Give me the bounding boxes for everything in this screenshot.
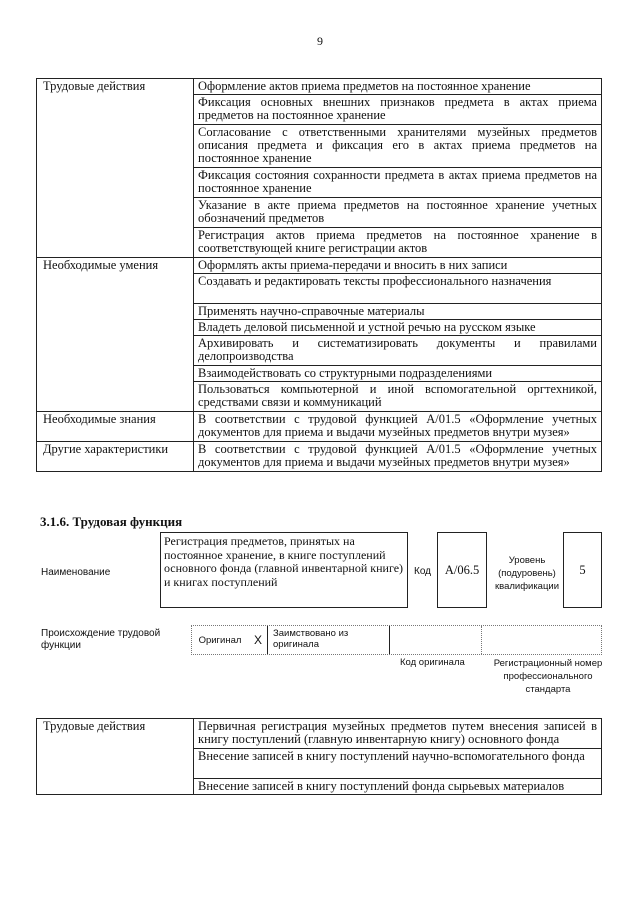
table-row	[37, 719, 602, 749]
section-title: 3.1.6. Трудовая функция	[40, 514, 183, 529]
table-cell: Взаимодействовать со структурными подразделениями	[194, 366, 602, 382]
name-label: Наименование	[41, 567, 111, 578]
original-code-caption: Код оригинала	[400, 657, 465, 668]
original-cell: Оригинал	[198, 634, 242, 646]
table-row	[37, 442, 602, 472]
code-label: Код	[414, 566, 432, 577]
table-cell: Фиксация основных внешних признаков предмета в актах приема предметов на постоянное хранение	[194, 95, 602, 125]
labor-functions-table	[36, 78, 602, 472]
table-cell: Создавать и редактировать тексты профессионального назначения	[194, 274, 602, 304]
table-cell: В соответствии с трудовой функцией А/01.5 «Оформление учетных документов для приема и выдачи музейных предметов внутри музея»	[194, 442, 602, 472]
qualification-level-label: Уровень (подуровень) квалификации	[494, 555, 560, 592]
function-name-value: Регистрация предметов, принятых на постоянное хранение, в книге поступлений основного фонда (главной инвентарной книге) и книгах поступлений	[160, 532, 408, 608]
table-cell: Оформлять акты приема-передачи и вносить в них записи	[194, 258, 602, 274]
table-cell: Применять научно-справочные материалы	[194, 304, 602, 320]
origin-row	[191, 625, 602, 655]
row-label: Необходимые умения	[37, 258, 194, 412]
row-label: Необходимые знания	[37, 412, 194, 442]
row-label: Трудовые действия	[37, 719, 194, 795]
table-cell: Фиксация состояния сохранности предмета в актах приема предметов на постоянное хранение	[194, 168, 602, 198]
table-cell: Регистрация актов приема предметов на постоянное хранение в соответствующей книге регистрации актов	[194, 228, 602, 258]
row-label: Трудовые действия	[37, 79, 194, 258]
row-label: Другие характеристики	[37, 442, 194, 472]
table-cell: Указание в акте приема предметов на постоянное хранение учетных обозначений предметов	[194, 198, 602, 228]
table-row	[37, 258, 602, 274]
table-cell: Владеть деловой письменной и устной речью на русском языке	[194, 320, 602, 336]
original-mark: X	[249, 626, 268, 654]
table-cell: Внесение записей в книгу поступлений научно-вспомогательного фонда	[194, 749, 602, 779]
table-row	[37, 412, 602, 442]
table-cell: Архивировать и систематизировать документы и правилами делопроизводства	[194, 336, 602, 366]
code-value: A/06.5	[437, 532, 487, 608]
registration-number-cell	[481, 626, 602, 654]
table-cell: Согласование с ответственными хранителями музейных предметов описания предмета и фиксация его в актах приема предметов на постоянное хранение	[194, 125, 602, 168]
qualification-level-value: 5	[563, 532, 602, 608]
table-row	[37, 79, 602, 95]
table-cell: Оформление актов приема предметов на постоянное хранение	[194, 79, 602, 95]
labor-actions-table	[36, 718, 602, 795]
origin-label: Происхождение трудовой функции	[41, 628, 161, 651]
original-code-cell	[389, 626, 480, 654]
borrowed-cell: Заимствовано из оригинала	[273, 628, 349, 650]
page-number: 9	[317, 34, 323, 48]
registration-number-caption: Регистрационный номер профессионального стандарта	[493, 658, 603, 695]
table-cell: Пользоваться компьютерной и иной вспомогательной оргтехникой, средствами связи и коммуникаций	[194, 382, 602, 412]
table-cell: Внесение записей в книгу поступлений фонда сырьевых материалов	[194, 779, 602, 795]
table-cell: Первичная регистрация музейных предметов путем внесения записей в книгу поступлений (главную инвентарную книгу) основного фонда	[194, 719, 602, 749]
table-cell: В соответствии с трудовой функцией А/01.5 «Оформление учетных документов для приема и выдачи музейных предметов внутри музея»	[194, 412, 602, 442]
